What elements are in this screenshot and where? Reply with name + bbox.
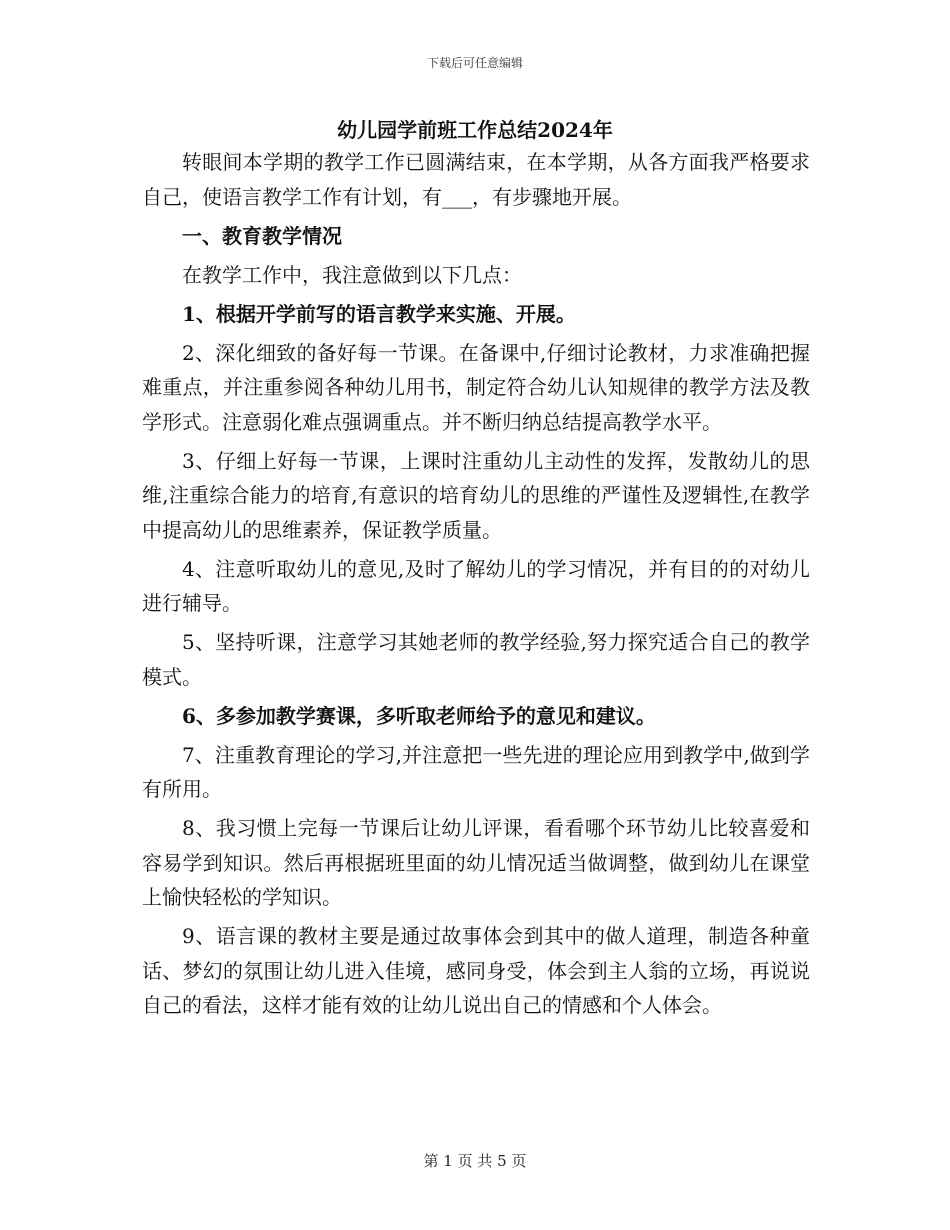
- page-header-note: 下载后可任意编辑: [426, 56, 523, 70]
- paragraph-point-5: 5、坚持听课，注意学习其她老师的教学经验,努力探究适合自己的教学模式。: [142, 630, 810, 689]
- paragraph-point-7: 7、注重教育理论的学习,并注意把一些先进的理论应用到教学中,做到学有所用。: [142, 742, 810, 801]
- paragraph-point-9: 9、语言课的教材主要是通过故事体会到其中的做人道理，制造各种童话、梦幻的氛围让幼儿进入佳境，感同身受，体会到主人翁的立场，再说说自己的看法，这样才能有效的让幼儿说出自己的情感和个人体会。: [142, 924, 810, 1017]
- paragraph-point-3: 3、仔细上好每一节课，上课时注重幼儿主动性的发挥，发散幼儿的思维,注重综合能力的培育,有意识的培育幼儿的思维的严谨性及逻辑性,在教学中提高幼儿的思维素养，保证教学质量。: [142, 448, 810, 542]
- paragraph-intro: 转眼间本学期的教学工作已圆满结束，在本学期，从各方面我严格要求自己，使语言教学工作有计划，有___，有步骤地开展。: [142, 150, 810, 209]
- document-title: 幼儿园学前班工作总结2024年: [337, 118, 613, 142]
- section-heading-teaching: 一、教育教学情况: [182, 223, 342, 248]
- document-body: [142, 145, 810, 1027]
- paragraph-point-4: 4、注意听取幼儿的意见,及时了解幼儿的学习情况，并有目的的对幼儿进行辅导。: [142, 556, 810, 615]
- paragraph-point-8: 8、我习惯上完每一节课后让幼儿评课，看看哪个环节幼儿比较喜爱和容易学到知识。然后再根据班里面的幼儿情况适当做调整，做到幼儿在课堂上愉快轻松的学知识。: [142, 816, 810, 909]
- paragraph-point-2: 2、深化细致的备好每一节课。在备课中,仔细讨论教材，力求准确把握难重点，并注重参阅各种幼儿用书，制定符合幼儿认知规律的教学方法及教学形式。注意弱化难点强调重点。并不断归纳总结提高教学水平。: [142, 340, 810, 434]
- paragraph-point-1: 1、根据开学前写的语言教学来实施、开展。: [182, 301, 576, 326]
- paragraph-points-intro: 在教学工作中，我注意做到以下几点：: [182, 262, 522, 287]
- paragraph-point-6: 6、多参加教学赛课，多听取老师给予的意见和建议。: [182, 703, 656, 728]
- page-footer: 第 1 页 共 5 页: [423, 1152, 527, 1170]
